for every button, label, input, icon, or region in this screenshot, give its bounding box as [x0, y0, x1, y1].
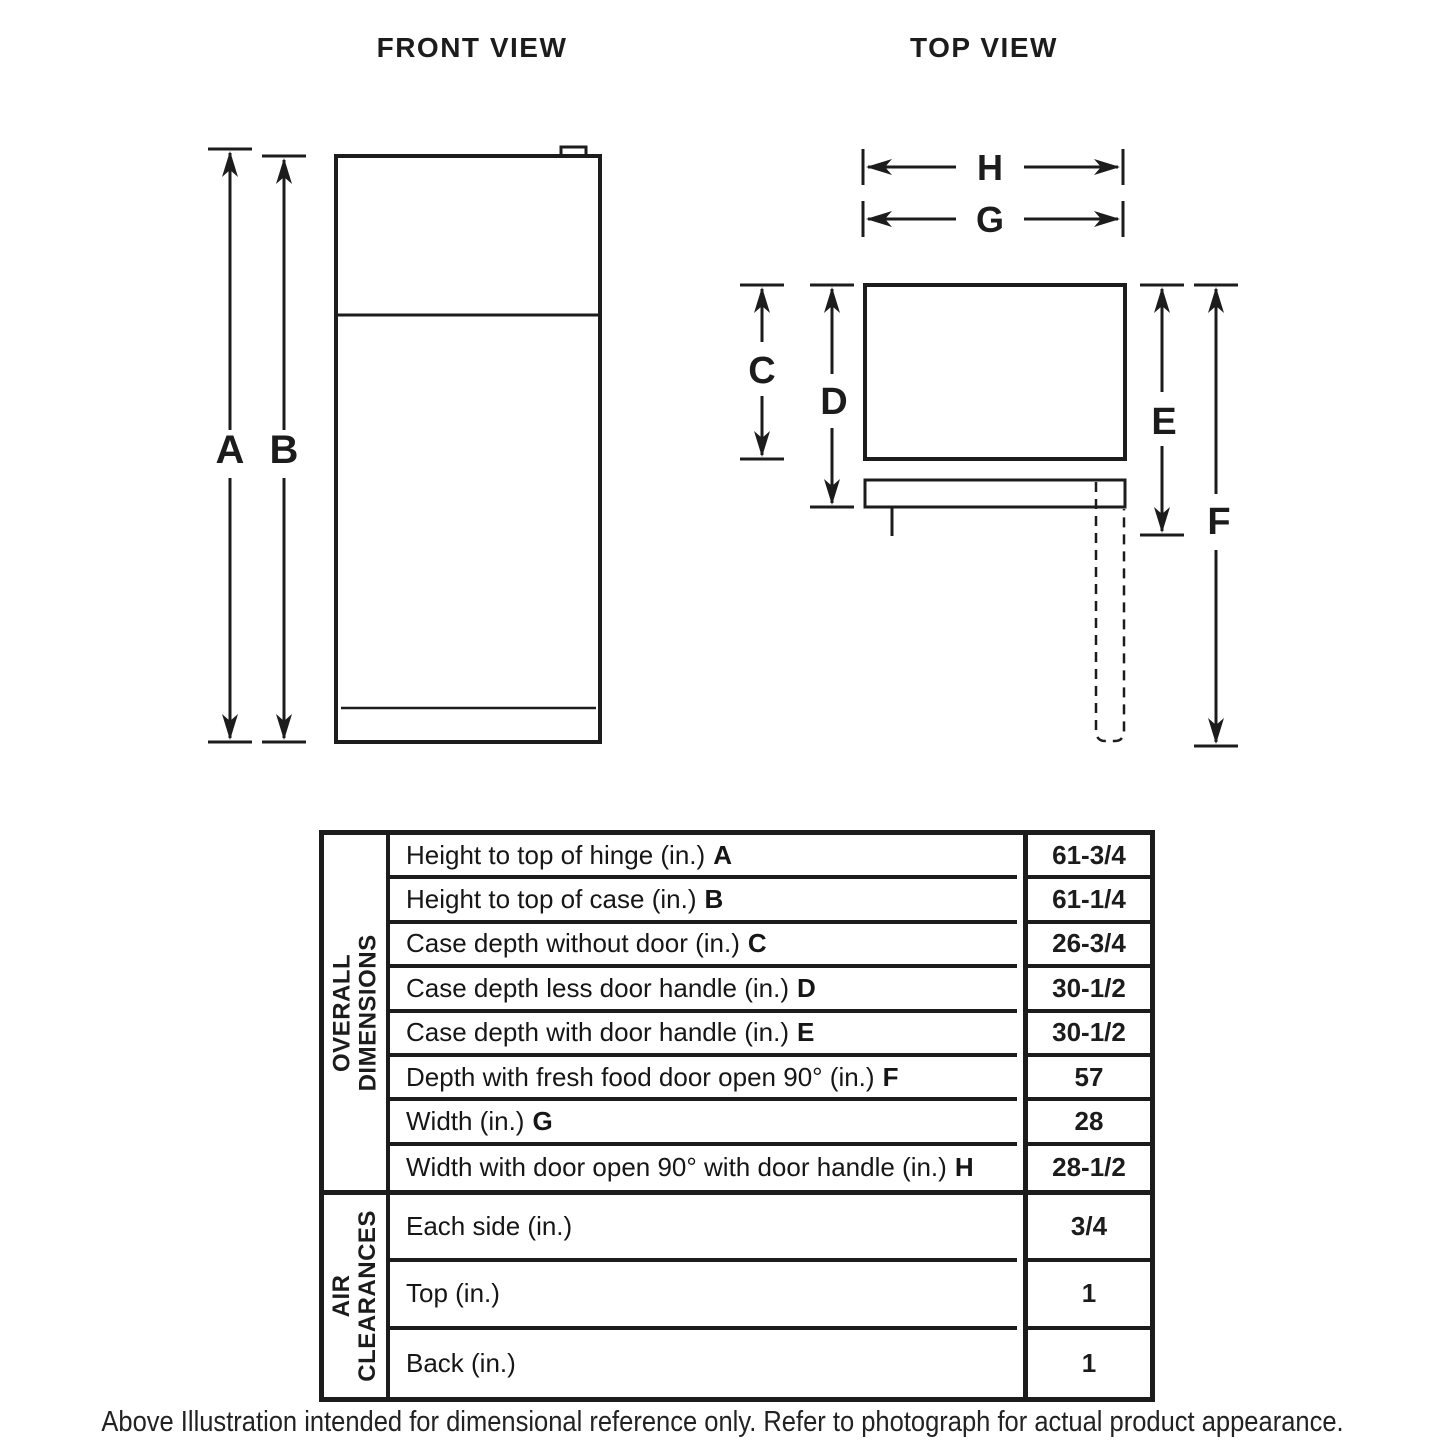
dim-A: [208, 149, 252, 742]
table-row-label: Case depth without door (in.) C: [390, 924, 1017, 968]
table-row-value: 26-3/4: [1023, 924, 1150, 968]
table-row-label: Width (in.) G: [390, 1101, 1017, 1145]
dim-B: [262, 156, 306, 742]
case-outline-top: [865, 285, 1125, 459]
dim-label-D: D: [820, 381, 848, 423]
section-title-line: OVERALL: [328, 953, 356, 1072]
dim-H: [863, 147, 1123, 188]
dim-F: [1194, 285, 1238, 746]
dim-label-E: E: [1151, 401, 1177, 443]
table-row-value: 30-1/2: [1023, 1013, 1150, 1057]
dim-C: [740, 285, 784, 459]
table-row-label: Back (in.): [406, 1347, 516, 1378]
dim-label-C: C: [748, 350, 776, 392]
dim-letter: E: [797, 1017, 815, 1048]
table-row-value: 28-1/2: [1023, 1146, 1150, 1190]
dim-letter: A: [713, 839, 732, 870]
dim-E: [1140, 285, 1184, 535]
dim-letter: G: [532, 1105, 553, 1136]
dim-label-H: H: [977, 147, 1003, 188]
top-view-drawing: [865, 285, 1125, 741]
table-row-value: 28: [1023, 1101, 1150, 1145]
table-row-label: Each side (in.): [390, 1195, 1017, 1262]
dim-G: [863, 199, 1123, 240]
front-view-drawing: [336, 147, 600, 742]
dim-letter: H: [954, 1152, 974, 1183]
table-row-value: 61-1/4: [1023, 879, 1150, 923]
table-row-value: 1: [1023, 1262, 1150, 1329]
door-slab-top: [865, 480, 1125, 507]
dim-label-B: B: [269, 428, 299, 472]
section-title-line: CLEARANCES: [354, 1210, 381, 1382]
open-door-dashed-outline: [1096, 482, 1124, 741]
dim-letter: B: [704, 884, 724, 915]
dim-label-F: F: [1207, 501, 1231, 543]
table-row-label: Top (in.): [390, 1262, 1017, 1329]
section-title-line: AIR: [328, 1274, 356, 1318]
fridge-outline: [336, 156, 600, 742]
dim-letter: F: [882, 1061, 899, 1092]
top-view-title: TOP VIEW: [910, 32, 1058, 63]
table-row-label: Case depth with door handle (in.) E: [390, 1013, 1017, 1057]
dim-D: [810, 285, 854, 507]
dimensions-table: [319, 830, 1155, 1402]
table-row-value: 57: [1023, 1057, 1150, 1101]
table-row-label: Width with door open 90° with door handle (in.) H: [406, 1152, 974, 1183]
dim-label-A: A: [215, 428, 245, 472]
footnote: Above Illustration intended for dimensional reference only. Refer to photograph for actual product appearance.: [101, 1406, 1344, 1438]
dim-label-G: G: [975, 199, 1005, 240]
air-clearances-section: [324, 1195, 1150, 1397]
dim-letter: D: [797, 972, 816, 1003]
section-title-line: DIMENSIONS: [354, 933, 382, 1092]
table-row-label: Depth with fresh food door open 90° (in.) F: [390, 1057, 1017, 1101]
section-title-overall-dimensions: [324, 835, 390, 1190]
table-row-label: Height to top of case (in.) B: [390, 879, 1017, 923]
table-row-label: Case depth less door handle (in.) D: [390, 968, 1017, 1012]
dim-letter: C: [747, 928, 767, 959]
section-title-air-clearances: [324, 1195, 390, 1397]
overall-dimensions-section: [324, 835, 1150, 1190]
front-view-title: FRONT VIEW: [376, 32, 568, 63]
table-row-value: 30-1/2: [1023, 968, 1150, 1012]
table-row-value: 61-3/4: [1023, 835, 1150, 879]
table-row-value: 1: [1023, 1330, 1150, 1397]
table-row-label: Height to top of hinge (in.) A: [390, 835, 1017, 879]
table-row-value: 3/4: [1023, 1195, 1150, 1262]
